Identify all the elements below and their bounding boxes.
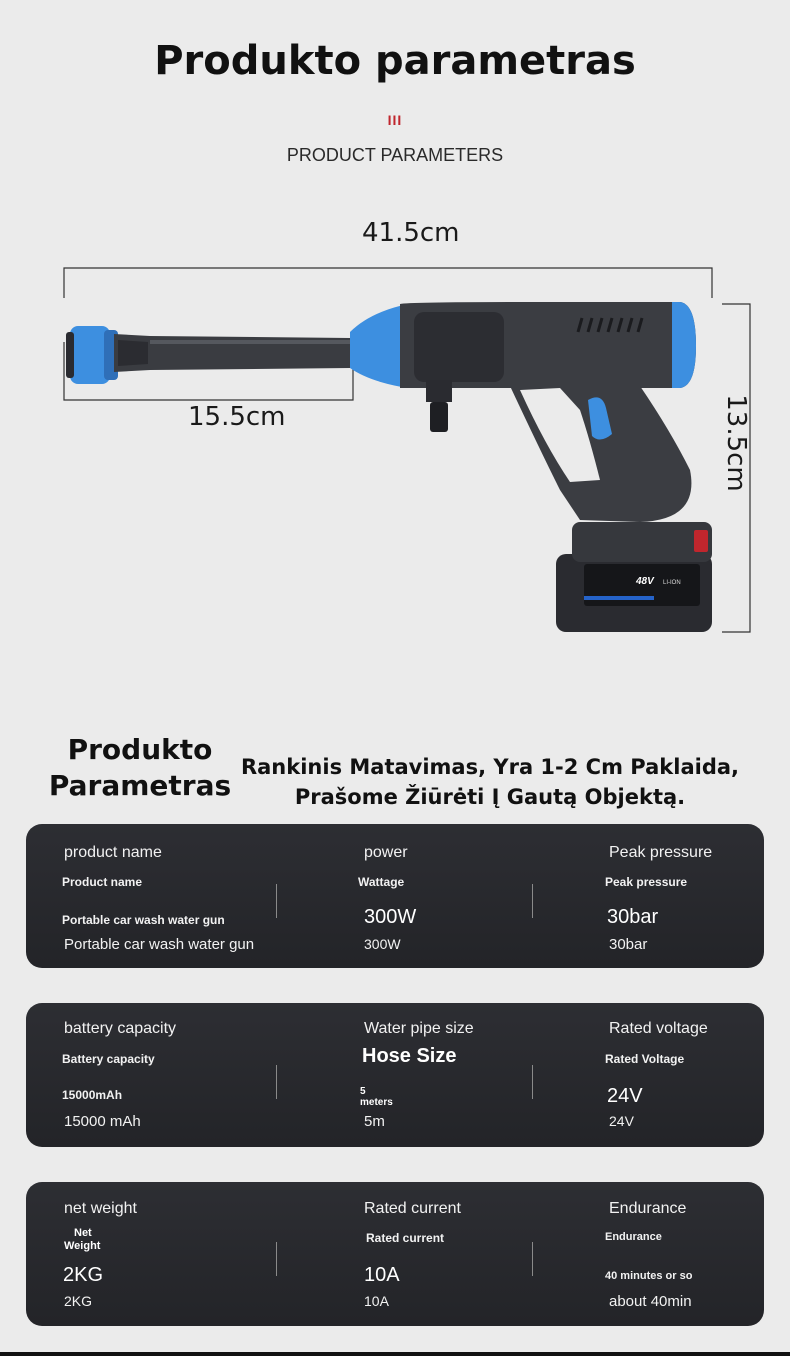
total-length-label: 41.5cm: [362, 218, 460, 248]
height-label: 13.5cm: [721, 394, 751, 492]
section-title: [40, 732, 240, 804]
spec-card-3: [26, 1182, 764, 1326]
spec-bigvalue-power: 300W: [364, 906, 417, 928]
spec-bigvalue-battery-capacity: 15000mAh: [62, 1088, 123, 1102]
spec-sub-product-name: Product name: [62, 875, 143, 889]
section-title-line1: Produkto: [67, 733, 213, 766]
spec-value-product-name: Portable car wash water gun: [64, 936, 255, 953]
spec-sub-rated-current: Rated current: [366, 1231, 445, 1245]
spec-header-rated-current: Rated current: [364, 1200, 461, 1217]
spec-header-battery-capacity: battery capacity: [64, 1020, 177, 1037]
spec-sub-hose-size: Hose Size: [362, 1045, 457, 1067]
divider: [276, 884, 277, 918]
spec-sub-net-weight: [64, 1227, 100, 1253]
spec-value-net-weight: 2KG: [64, 1293, 93, 1309]
divider: [276, 1242, 277, 1276]
page-subtitle: PRODUCT PARAMETERS: [286, 145, 504, 165]
section-title-line2: Parametras: [48, 769, 232, 802]
hose-connector: [426, 380, 452, 432]
spec-card-1: [26, 824, 764, 968]
battery-type-label: LI-ION: [663, 580, 681, 586]
spec-value-rated-current: 10A: [364, 1293, 389, 1309]
spec-bigvalue-rated-voltage: 24V: [607, 1085, 643, 1107]
spec-sub-peak-pressure: Peak pressure: [605, 875, 688, 889]
spec-header-product-name: product name: [64, 844, 162, 861]
spec-value-hose-size: 5m: [364, 1113, 385, 1130]
accent-mark: III: [387, 112, 403, 128]
spec-bigvalue-endurance: 40 minutes or so: [605, 1270, 693, 1282]
measurement-note: [240, 752, 740, 812]
nozzle-tip: [66, 326, 118, 384]
divider: [276, 1065, 277, 1099]
battery-voltage-label: 48V: [636, 576, 654, 587]
measurement-note-line1: Rankinis Matavimas, Yra 1-2 Cm Paklaida,: [240, 755, 740, 779]
spec-header-rated-voltage: Rated voltage: [609, 1020, 708, 1037]
spec-sub-power: Wattage: [358, 875, 405, 889]
divider: [532, 1242, 533, 1276]
hose-length-unit: meters: [360, 1097, 393, 1108]
spec-bigvalue-rated-current: 10A: [364, 1264, 400, 1286]
spec-value-rated-voltage: 24V: [609, 1113, 634, 1129]
spec-header-power: power: [364, 844, 408, 861]
blue-cone: [350, 304, 408, 388]
net-weight-sub-line1: Net: [74, 1227, 92, 1239]
spec-value-power: 300W: [364, 936, 401, 952]
spec-value-endurance: about 40min: [609, 1293, 692, 1310]
divider: [532, 1065, 533, 1099]
divider: [532, 884, 533, 918]
spec-sub-endurance: Endurance: [605, 1231, 662, 1243]
spec-card-2: [26, 1003, 764, 1147]
hose-length-number: 5: [360, 1086, 366, 1097]
spec-header-endurance: Endurance: [609, 1200, 687, 1217]
lance: [114, 334, 350, 372]
spec-header-water-pipe-size: Water pipe size: [364, 1020, 474, 1037]
spec-value-peak-pressure: 30bar: [609, 936, 648, 953]
spec-sub-battery-capacity: Battery capacity: [62, 1052, 155, 1066]
spec-bigvalue-hose-size: [360, 1086, 393, 1108]
spec-header-net-weight: net weight: [64, 1200, 137, 1217]
measurement-note-line2: Prašome Žiūrėti Į Gautą Objektą.: [294, 785, 686, 809]
spec-bigvalue-net-weight: 2KG: [63, 1264, 104, 1286]
spec-sub-rated-voltage: Rated Voltage: [605, 1052, 685, 1066]
net-weight-sub-line2: Weight: [64, 1240, 101, 1252]
spec-bigvalue-product-name: Portable car wash water gun: [62, 913, 225, 927]
gun-body: [400, 302, 696, 388]
nozzle-length-label: 15.5cm: [188, 402, 286, 432]
spec-value-battery-capacity: 15000 mAh: [64, 1113, 141, 1130]
spec-header-peak-pressure: Peak pressure: [609, 844, 713, 861]
page-title: Produkto parametras: [154, 38, 636, 84]
spec-bigvalue-peak-pressure: 30bar: [607, 906, 659, 928]
battery-pack: [556, 522, 712, 632]
bottom-border: [0, 1352, 790, 1356]
